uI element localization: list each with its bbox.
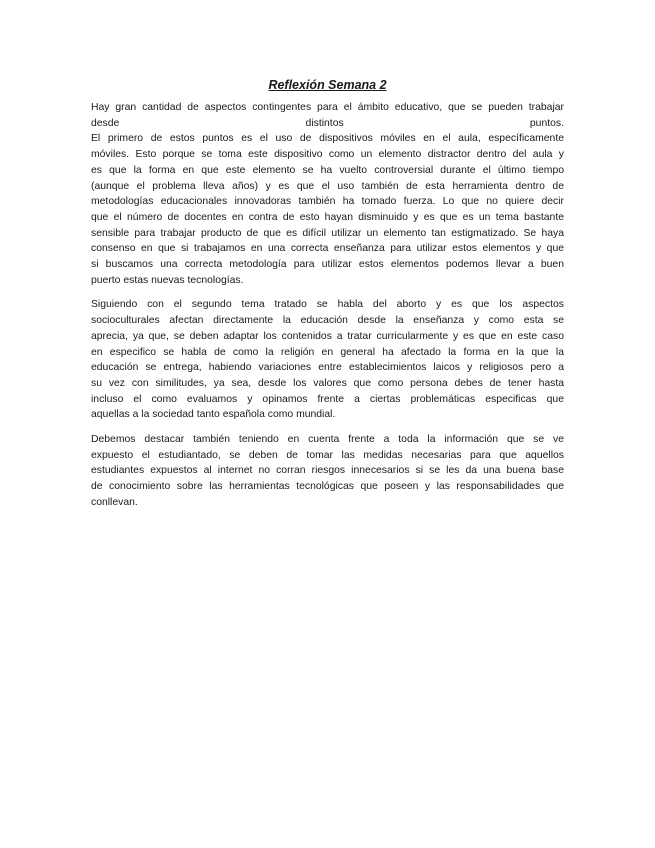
paragraph-2 bbox=[91, 297, 564, 423]
text-line: en especifico se habla de como la religión en general ha afectado la forma en la que la bbox=[91, 346, 564, 358]
text-line: estudiantes expuestos al internet no corran riesgos innecesarios si se les da una buena base bbox=[91, 465, 564, 477]
text-line: Hay gran cantidad de aspectos contingentes para el ámbito educativo, que se pueden trabajar bbox=[91, 102, 564, 113]
paragraph-3 bbox=[91, 432, 564, 511]
text-line: si buscamos una correcta metodología para utilizar estos elementos podemos llevar a buen bbox=[91, 259, 564, 271]
text-line: móviles. Esto porque se toma este dispositivo como un elemento distractor dentro del aula y bbox=[91, 149, 564, 161]
text-line: educación se entrega, habiendo variaciones entre establecimientos laicos y religiosos pero a bbox=[91, 362, 564, 374]
text-line: conllevan. bbox=[91, 496, 138, 508]
text-line: expuesto el estudiantado, se deben de tomar las medidas necesarias para que aquellos bbox=[91, 449, 564, 461]
text-line: desde distintos puntos. bbox=[91, 117, 564, 129]
text-line: aquellas a la sociedad tanto española como mundial. bbox=[91, 409, 336, 421]
text-line: aprecia, ya que, se deben adaptar los contenidos a tratar curricularmente y es que en este caso bbox=[91, 330, 564, 342]
text-line: sensible para trabajar producto de que es difícil utilizar un elemento tan estigmatizado. Se haya bbox=[91, 227, 564, 239]
text-line: de conocimiento sobre las herramientas tecnológicas que poseen y las responsabilidades que bbox=[91, 481, 564, 493]
text-line: El primero de estos puntos es el uso de dispositivos móviles en el aula, específicamente bbox=[91, 133, 564, 145]
text-line: incluso el como evaluamos y opinamos frente a ciertas problemáticas especificas que bbox=[91, 393, 564, 405]
text-line: es que la forma en que este elemento se ha vuelto controversial durante el último tiempo bbox=[91, 164, 564, 176]
text-line: Debemos destacar también teniendo en cuenta frente a toda la información que se ve bbox=[91, 434, 564, 446]
document-title: Reflexión Semana 2 bbox=[268, 78, 387, 92]
text-line: (aunque el problema lleva años) y es que el uso también de esta herramienta dentro de bbox=[91, 180, 564, 192]
text-line: consenso en que si trabajamos en una correcta enseñanza para utilizar estos elementos y que bbox=[91, 243, 564, 255]
text-line: su vez con similitudes, ya sea, desde los valores que como persona debes de tener hasta bbox=[91, 377, 564, 389]
paragraph-1 bbox=[91, 100, 564, 288]
document-body bbox=[91, 100, 564, 520]
text-line: Siguiendo con el segundo tema tratado se habla del aborto y es que los aspectos bbox=[91, 299, 564, 311]
text-line: socioculturales afectan directamente la educación desde la enseñanza y como esta se bbox=[91, 315, 564, 327]
text-line: que el número de docentes en contra de esto hayan disminuido y es que es un tema bastante bbox=[91, 211, 564, 223]
text-line: puerto estas nuevas tecnologías. bbox=[91, 274, 244, 286]
text-line: metodologías educacionales innovadoras también ha tomado fuerza. Lo que no quiere decir bbox=[91, 196, 564, 208]
